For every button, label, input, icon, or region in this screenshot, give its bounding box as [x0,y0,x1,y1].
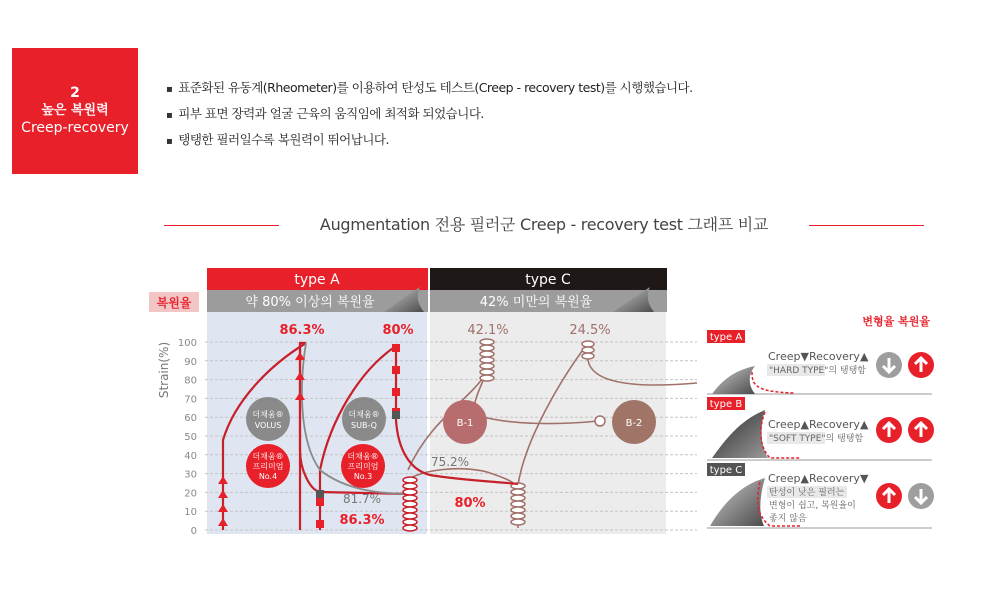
data-label-b2-peak: 24.5% [569,323,611,338]
y-tick-label: 30 [184,469,197,481]
series-b1-coil [480,339,494,381]
feature-item: ▪ 피부 표면 장력과 얼굴 근육의 움직임에 최적화 되었습니다. [166,102,693,128]
legend-title: 변형율 복원율 [862,315,930,328]
y-tick-label: 0 [190,526,197,537]
data-label-volus-end: 81.7% [342,492,382,506]
type-a-label: type A [294,272,340,288]
legend-type-b [707,397,934,460]
svg-text:B-1: B-1 [456,418,474,429]
svg-text:Creep▲Recovery▼: Creep▲Recovery▼ [768,472,869,485]
svg-text:VOLUS: VOLUS [254,421,282,430]
svg-text:더채움®: 더채움® [252,452,284,461]
svg-text:좋지 않음: 좋지 않음 [769,514,807,524]
recovery-rate-label: 복원율 [156,296,192,310]
y-tick-label: 70 [184,394,197,406]
data-label-no4-end: 86.3% [339,513,385,528]
svg-text:더채움®: 더채움® [252,410,284,419]
feature-item: ▪ 표준화된 유동계(Rheometer)를 이용하여 탄성도 테스트(Creep - recovery test)를 시행했습니다. [166,76,693,102]
svg-text:type C: type C [709,465,743,476]
svg-text:type B: type B [709,399,743,410]
svg-text:더채움®: 더채움® [347,452,379,461]
y-tick-label: 10 [184,507,197,519]
svg-text:No.3: No.3 [353,472,373,481]
svg-text:"SOFT TYPE"의 탱탱함: "SOFT TYPE"의 탱탱함 [769,434,864,444]
y-tick-label: 40 [184,450,197,462]
y-tick-label: 20 [184,488,197,500]
chart-title: Augmentation 전용 필러군 Creep - recovery test 그래프 비교 [319,215,769,234]
bubble-no4 [246,444,290,488]
svg-text:프리미엄: 프리미엄 [347,462,379,471]
svg-text:프리미엄: 프리미엄 [252,462,284,471]
svg-text:Creep▼Recovery▲: Creep▼Recovery▲ [768,350,869,363]
type-c-label: type C [525,272,571,288]
bubble-b2 [612,400,656,444]
series-b-bottom-coil [511,483,525,525]
section-title-en: Creep-recovery [21,120,129,136]
y-tick-label: 50 [184,432,197,443]
y-tick-label: 100 [177,338,197,349]
bubble-b1 [443,400,487,444]
y-tick-label: 80 [184,375,197,387]
legend-type-c [707,463,934,528]
y-ticks [178,338,197,537]
type-a-caption: 약 80% 이상의 복원율 [245,295,375,310]
section-title-kr: 높은 복원력 [41,103,109,118]
svg-text:Creep▲Recovery▲: Creep▲Recovery▲ [768,418,869,431]
feature-item: ▪ 탱탱한 필러일수록 복원력이 뛰어납니다. [166,128,693,154]
data-label-volus-peak: 86.3% [279,323,325,338]
y-tick-label: 60 [184,413,197,425]
data-label-no3-end: 80% [454,496,486,511]
y-tick-label: 90 [184,356,197,368]
data-label-subq-end: 75.2% [430,455,470,469]
y-axis-label: Strain(%) [157,341,171,399]
series-b2-coil [582,341,594,359]
legend-type-a [707,330,934,394]
series-b1-end-marker [595,416,605,426]
svg-text:더채움®: 더채움® [348,410,380,419]
svg-text:변형이 쉽고, 복원율이: 변형이 쉽고, 복원율이 [769,501,856,511]
data-label-subq-peak: 80% [382,323,414,338]
data-label-b1-peak: 42.1% [467,323,509,338]
bubble-no3 [341,444,385,488]
svg-text:type A: type A [709,332,743,343]
type-c-caption: 42% 미만의 복원율 [479,295,593,310]
svg-text:SUB-Q: SUB-Q [351,421,377,430]
section-number: 2 [70,85,80,101]
svg-text:B-2: B-2 [625,418,643,429]
svg-text:No.4: No.4 [258,472,278,481]
bubble-subq [342,397,386,441]
svg-text:탄성이 낮은 필러는: 탄성이 낮은 필러는 [769,488,845,498]
svg-text:"HARD TYPE"의 탱탱함: "HARD TYPE"의 탱탱함 [769,366,866,376]
bubble-volus [246,397,290,441]
series-a-bottom-coil [403,477,417,531]
